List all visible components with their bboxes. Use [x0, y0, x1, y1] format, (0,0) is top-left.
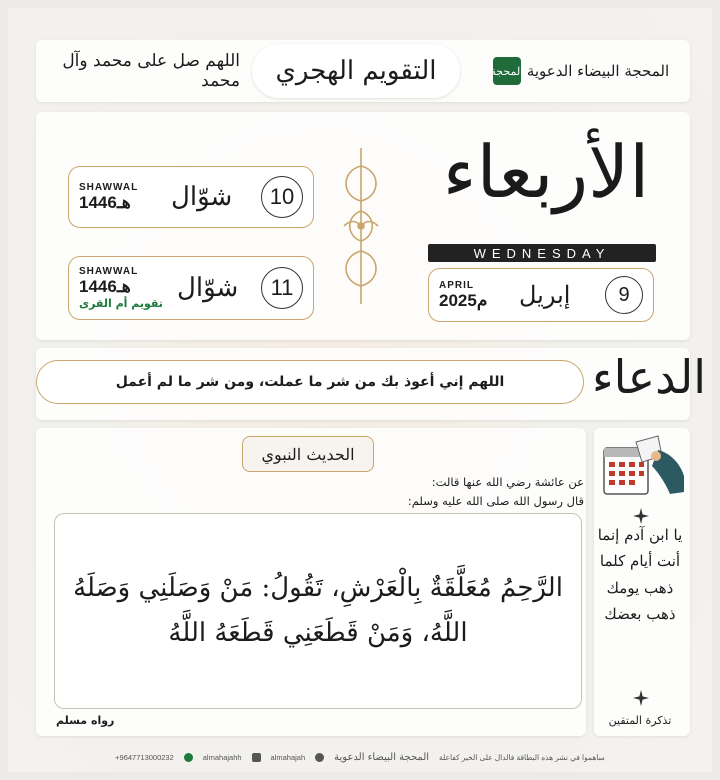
- salawat-text: اللهم صل على محمد وآل محمد: [62, 51, 240, 91]
- page-title: التقويم الهجري: [252, 44, 460, 98]
- footer: [8, 742, 712, 772]
- footer-handle-1[interactable]: almahajah: [270, 752, 306, 762]
- weekday-arabic: الأربعاء: [442, 130, 650, 214]
- gregorian-month-en: APRIL: [439, 279, 474, 291]
- social-icon: [252, 753, 261, 762]
- org-header: [476, 44, 686, 98]
- reminder-text: يا ابن آدم إنما أنت أيام كلما ذهب يومك ذهب بعضك: [597, 526, 683, 623]
- social-icon: [315, 753, 324, 762]
- dua-title: الدعاء: [592, 350, 707, 404]
- gregorian-year: 2025م: [439, 290, 488, 310]
- floral-ornament-icon: [336, 146, 386, 306]
- phone-icon: [184, 753, 193, 762]
- org-logo-icon: [490, 57, 524, 85]
- hijri-month-en: SHAWWAL: [79, 181, 139, 193]
- hijri-day-number: 10: [261, 176, 303, 218]
- dua-text: اللهم إني أعوذ بك من شر ما عملت، ومن شر ما لم أعمل: [36, 360, 584, 404]
- reminder-label: تذكرة المتقين: [608, 714, 672, 727]
- org-name: المحجة البيضاء الدعوية: [526, 62, 670, 80]
- hijri-day-number: 11: [261, 267, 303, 309]
- hadith-intro-2: قال رسول الله صلى الله عليه وسلم:: [407, 494, 584, 508]
- hadith-text: الرَّحِمُ مُعَلَّقَةٌ بِالْعَرْشِ، تَقُولُ: مَنْ وَصَلَنِي وَصَلَهُ اللَّهُ، وَمَنْ قَطَعَنِي قَطَعَهُ اللَّهُ: [73, 572, 563, 648]
- org-logo-text: المحجة: [490, 64, 524, 78]
- calendar-hand-icon: [596, 432, 686, 512]
- footer-phone[interactable]: +9647713000232: [115, 752, 174, 762]
- weekday-english: WEDNESDAY: [428, 244, 656, 262]
- hadith-intro-1: عن عائشة رضي الله عنها قالت:: [431, 475, 584, 489]
- hijri-month-ar: شوّال: [171, 182, 233, 212]
- footer-handle-2[interactable]: almahajahh: [202, 752, 242, 762]
- footer-org: المحجة البيضاء الدعوية: [334, 751, 430, 763]
- gregorian-month-ar: إبريل: [519, 281, 571, 309]
- hijri-date-today: [68, 166, 314, 228]
- hadith-tag: الحديث النبوي: [242, 436, 374, 472]
- gregorian-day-number: 9: [605, 276, 643, 314]
- footer-call: ساهموا في نشر هذه البطاقة فالدال على الخير كفاعلة: [439, 752, 605, 762]
- hijri-month-ar: شوّال: [177, 273, 239, 303]
- gregorian-date: [428, 268, 654, 322]
- hadith-box: [54, 513, 582, 709]
- calendar-source-label: تقويم أم القرى: [79, 297, 163, 310]
- ornament-divider-icon: [631, 690, 651, 706]
- hijri-year: 1446هـ: [79, 277, 131, 296]
- hijri-month-en: SHAWWAL: [79, 266, 139, 277]
- hadith-narrator: رواه مسلم: [56, 714, 115, 727]
- hijri-year: 1446هـ: [79, 192, 131, 212]
- hijri-date-umm-al-qura: [68, 256, 314, 320]
